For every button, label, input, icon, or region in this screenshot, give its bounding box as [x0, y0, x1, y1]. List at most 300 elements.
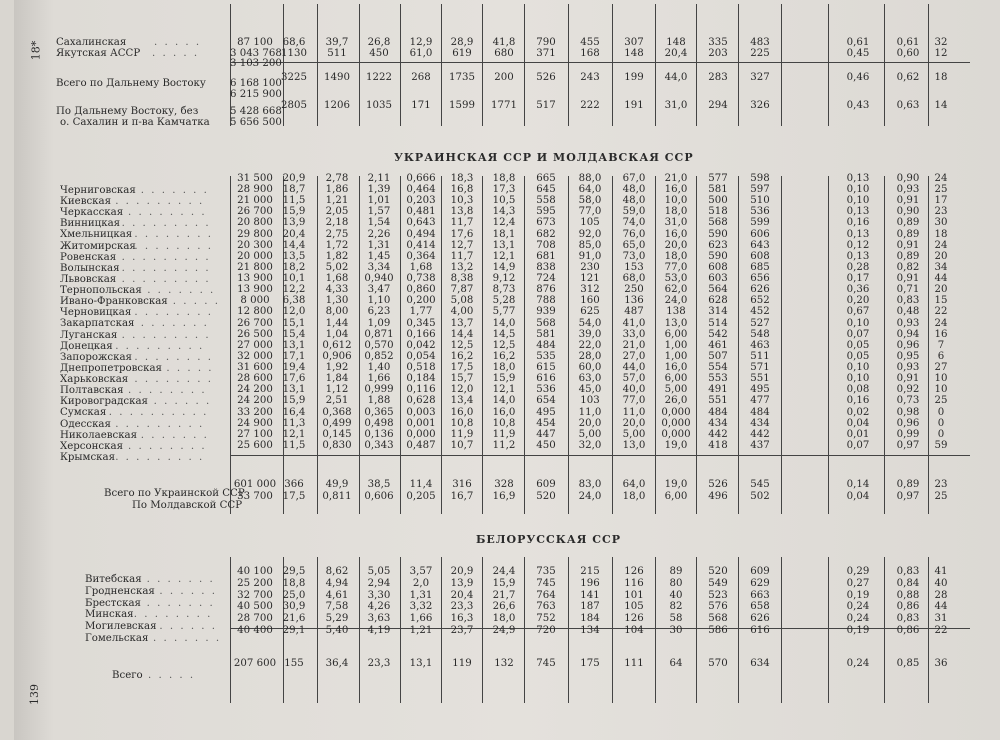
table-cell: 1,09 — [367, 317, 391, 329]
table-cell: 3,47 — [367, 284, 391, 296]
table-cell: 4,19 — [367, 625, 391, 636]
table-cell: 26 500 — [237, 328, 273, 340]
table-cell: 268 — [411, 72, 431, 83]
table-cell: 0,205 — [406, 491, 436, 502]
table-cell: 49,9 — [325, 479, 349, 490]
table-cell: 0,90 — [896, 173, 920, 184]
table-cell: 1,82 — [325, 250, 349, 262]
table-cell: 33,0 — [622, 328, 646, 340]
table-cell: 0,91 — [896, 273, 920, 285]
table-cell: 23,3 — [450, 601, 474, 613]
table-cell: 33 200 — [237, 406, 273, 418]
table-cell: 18,8 — [492, 173, 516, 184]
table-cell: 629 — [750, 577, 770, 589]
table-cell: 0,345 — [406, 317, 436, 329]
table-cell: 1,54 — [367, 217, 391, 229]
table-cell: 745 — [536, 577, 556, 589]
table-cell: 14,0 — [492, 317, 516, 329]
table-cell: 6,23 — [367, 306, 391, 318]
table-cell: 12,1 — [492, 250, 516, 262]
table-cell: 19,0 — [664, 479, 688, 490]
table-cell: 27 — [934, 362, 948, 374]
table-cell: 2,0 — [412, 577, 430, 589]
table-cell: 0,89 — [896, 228, 920, 240]
table-cell: 28 700 — [237, 613, 273, 625]
table-cell: 0,042 — [406, 339, 436, 351]
table-cell: 77,0 — [664, 261, 688, 273]
table-cell: 16,4 — [282, 406, 306, 418]
table-cell: 67,0 — [622, 173, 646, 184]
region-label: Полтавская — [60, 385, 124, 397]
table-cell: 48,0 — [622, 195, 646, 207]
table-cell: 12,7 — [450, 239, 474, 251]
table-cell: 13,1 — [282, 339, 306, 351]
table-cell: 40 400 — [237, 625, 273, 636]
table-cell: 104 — [624, 625, 644, 636]
table-cell: 222 — [580, 100, 600, 111]
table-cell: 0,93 — [896, 317, 920, 329]
table-cell: 25 — [934, 491, 948, 502]
table-cell: 520 — [536, 491, 556, 502]
table-cell: 328 — [494, 479, 514, 490]
table-cell: 11,3 — [282, 417, 306, 429]
table-cell: 626 — [750, 284, 770, 296]
table-cell: 551 — [708, 395, 728, 407]
table-cell: 5 656 500 — [230, 117, 282, 128]
table-cell: 663 — [750, 589, 770, 601]
table-cell: 16,2 — [450, 350, 474, 362]
leader-dots: . . . . . . . — [147, 285, 216, 297]
table-cell: 788 — [536, 295, 556, 307]
leader-dots: . . . . . . . . . — [115, 451, 205, 463]
table-cell: 520 — [708, 566, 728, 577]
table-cell: 0,414 — [406, 239, 436, 251]
table-cell: 6,38 — [282, 295, 306, 307]
table-cell: 17,3 — [492, 184, 516, 196]
leader-dots: . . . . . . — [159, 585, 218, 597]
leader-dots: . . . . . . . . . — [121, 262, 211, 274]
table-cell: 0,13 — [846, 206, 870, 218]
region-label: Одесская — [60, 418, 111, 430]
table-cell: 17,6 — [450, 228, 474, 240]
table-cell: 0,612 — [322, 339, 352, 351]
table-cell: 24 900 — [237, 417, 273, 429]
table-cell: 616 — [750, 625, 770, 636]
table-cell: 11,2 — [492, 439, 516, 451]
table-cell: 2,11 — [367, 173, 391, 184]
table-cell: 14,4 — [450, 328, 474, 340]
table-cell: 0,28 — [846, 261, 870, 273]
table-cell: 138 — [666, 306, 686, 318]
table-cell: 312 — [580, 284, 600, 296]
table-cell: 184 — [580, 613, 600, 625]
table-cell: 10,7 — [450, 439, 474, 451]
table-cell: 25 200 — [237, 577, 273, 589]
table-cell: 9,12 — [492, 273, 516, 285]
table-cell: 0 — [937, 406, 945, 418]
table-cell: 16,3 — [450, 613, 474, 625]
table-cell: 13,9 — [282, 217, 306, 229]
table-cell: 463 — [750, 339, 770, 351]
table-cell: 0,27 — [846, 577, 870, 589]
table-cell: 58 — [669, 613, 683, 625]
table-cell: 20,9 — [282, 173, 306, 184]
table-cell: 12,9 — [409, 37, 433, 48]
table-cell: 91,0 — [578, 250, 602, 262]
table-cell: 5,00 — [664, 384, 688, 396]
table-cell: 134 — [580, 625, 600, 636]
table-cell: 0,136 — [364, 428, 394, 440]
table-cell: 80 — [669, 577, 683, 589]
table-cell: 0,98 — [896, 406, 920, 418]
table-cell: 518 — [708, 206, 728, 218]
table-cell: 18,7 — [282, 184, 306, 196]
table-cell: 1,00 — [664, 339, 688, 351]
region-label: Брестская — [85, 597, 141, 609]
table-cell: 5,29 — [325, 613, 349, 625]
region-label: Волынская — [60, 262, 120, 274]
table-cell: 148 — [624, 47, 644, 59]
table-cell: 4,61 — [325, 589, 349, 601]
table-cell: 27 000 — [237, 339, 273, 351]
table-cell: 15,9 — [492, 373, 516, 385]
table-cell: 11,9 — [492, 428, 516, 440]
region-label: Харьковская — [60, 374, 129, 386]
table-cell: 371 — [536, 47, 556, 59]
table-cell: 23,7 — [450, 625, 474, 636]
table-cell: 1,31 — [367, 239, 391, 251]
table-cell: 0,89 — [896, 250, 920, 262]
table-cell: 105 — [624, 601, 644, 613]
table-cell: 6,00 — [664, 491, 688, 502]
table-cell: 0,643 — [406, 217, 436, 229]
table-cell: 5,02 — [325, 261, 349, 273]
column-rule — [828, 557, 829, 703]
table-cell: 15,1 — [282, 317, 306, 329]
leader-dots: . . . . . . . — [146, 574, 215, 585]
table-cell: 0,93 — [896, 184, 920, 196]
table-cell: 27,0 — [622, 350, 646, 362]
region-label: Крымская — [60, 451, 116, 463]
table-cell: 58,0 — [578, 195, 602, 207]
table-cell: 442 — [708, 428, 728, 440]
table-cell: 30 — [669, 625, 683, 636]
table-cell: 0,94 — [896, 328, 920, 340]
total-label: Всего — [112, 670, 143, 681]
table-cell: 59 — [934, 439, 948, 451]
table-cell: 0,871 — [364, 328, 394, 340]
table-cell: 5 428 668 — [230, 106, 282, 117]
table-cell: 64,0 — [622, 479, 646, 490]
table-cell: 0,73 — [896, 395, 920, 407]
table-cell: 32,0 — [578, 439, 602, 451]
table-cell: 452 — [750, 306, 770, 318]
table-cell: 564 — [708, 284, 728, 296]
table-cell: 1,57 — [367, 206, 391, 218]
table-cell: 7,58 — [325, 601, 349, 613]
table-cell: 1035 — [366, 100, 392, 111]
table-cell: 65,0 — [622, 239, 646, 251]
table-cell: 495 — [536, 406, 556, 418]
table-cell: 0,12 — [846, 239, 870, 251]
table-cell: 31 500 — [237, 173, 273, 184]
table-cell: 101 — [624, 589, 644, 601]
table-cell: 1,00 — [664, 350, 688, 362]
table-cell: 570 — [708, 658, 728, 669]
table-cell: 4,00 — [450, 306, 474, 318]
region-label: Винницкая — [60, 218, 121, 230]
table-cell: 511 — [750, 350, 770, 362]
table-cell: 609 — [750, 566, 770, 577]
total-label: о. Сахалин и п-ва Камчатка — [60, 117, 210, 128]
table-cell: 13,8 — [450, 206, 474, 218]
table-cell: 40 100 — [237, 566, 273, 577]
table-cell: 17,5 — [282, 491, 306, 502]
table-cell: 0,000 — [661, 417, 691, 429]
table-cell: 3,32 — [409, 601, 433, 613]
table-cell: 0,145 — [322, 428, 352, 440]
table-cell: 26 700 — [237, 317, 273, 329]
table-cell: 548 — [750, 328, 770, 340]
table-cell: 0,01 — [846, 428, 870, 440]
region-label: Гомельская — [85, 633, 149, 644]
leader-dots: . . . . . . — [159, 621, 218, 633]
table-cell: 200 — [494, 72, 514, 83]
table-cell: 20,0 — [622, 417, 646, 429]
table-cell: 724 — [536, 273, 556, 285]
table-cell: 720 — [536, 625, 556, 636]
table-cell: 625 — [580, 306, 600, 318]
table-cell: 28 900 — [237, 184, 273, 196]
table-cell: 68,0 — [622, 273, 646, 285]
table-cell: 14 — [934, 100, 948, 111]
table-cell: 3,57 — [409, 566, 433, 577]
table-cell: 0,96 — [896, 417, 920, 429]
table-cell: 0 — [937, 428, 945, 440]
table-cell: 0,464 — [406, 184, 436, 196]
table-cell: 16,7 — [450, 491, 474, 502]
table-cell: 487 — [624, 306, 644, 318]
table-cell: 586 — [708, 625, 728, 636]
table-cell: 39,0 — [578, 328, 602, 340]
total-label: Всего по Украинской ССР — [104, 488, 245, 499]
table-cell: 484 — [536, 339, 556, 351]
table-cell: 681 — [536, 250, 556, 262]
table-cell: 876 — [536, 284, 556, 296]
table-cell: 14,5 — [492, 328, 516, 340]
left-page-marker: 18* — [29, 40, 43, 61]
table-cell: 595 — [536, 206, 556, 218]
table-cell: 1,84 — [325, 373, 349, 385]
table-cell: 44,0 — [622, 362, 646, 374]
table-cell: 36,4 — [325, 658, 349, 669]
table-cell: 2805 — [281, 100, 307, 111]
leader-dots: . . . . . . . . . — [121, 273, 211, 285]
table-cell: 22 — [934, 306, 948, 318]
table-cell: 1,01 — [367, 195, 391, 207]
table-cell: 0,906 — [322, 350, 352, 362]
table-cell: 0,83 — [896, 295, 920, 307]
table-cell: 1206 — [324, 100, 350, 111]
region-label: Черновицкая — [60, 307, 132, 319]
table-cell: 0,116 — [406, 384, 436, 396]
region-label: Гродненская — [85, 585, 155, 597]
table-cell: 15,9 — [282, 206, 306, 218]
table-cell: 1,40 — [367, 362, 391, 374]
table-cell: 5,28 — [492, 295, 516, 307]
table-cell: 18,0 — [622, 491, 646, 502]
table-cell: 680 — [494, 47, 514, 59]
leader-dots: . . . . . — [152, 47, 200, 59]
table-cell: 1,92 — [325, 362, 349, 374]
table-cell: 590 — [708, 228, 728, 240]
table-cell: 22,0 — [578, 339, 602, 351]
table-cell: 1,66 — [367, 373, 391, 385]
table-cell: 523 — [708, 589, 728, 601]
table-cell: 13,4 — [450, 395, 474, 407]
table-cell: 0,46 — [846, 72, 870, 83]
table-cell: 24 — [934, 317, 948, 329]
table-cell: 24 200 — [237, 384, 273, 396]
table-cell: 230 — [580, 261, 600, 273]
table-cell: 628 — [708, 295, 728, 307]
table-cell: 5,77 — [492, 306, 516, 318]
table-cell: 316 — [452, 479, 472, 490]
leader-dots: . . . . . . . . — [134, 374, 213, 386]
table-cell: 74,0 — [622, 217, 646, 229]
table-cell: 18 — [934, 228, 948, 240]
table-cell: 294 — [708, 100, 728, 111]
leader-dots: . . . . . . . . — [128, 440, 207, 452]
table-cell: 0,82 — [896, 261, 920, 273]
table-cell: 40 — [669, 589, 683, 601]
table-cell: 510 — [750, 195, 770, 207]
region-label: Херсонская — [60, 440, 124, 452]
table-cell: 0,89 — [896, 479, 920, 490]
leader-dots: . . . . . . . . — [128, 385, 207, 397]
table-cell: 16,9 — [492, 491, 516, 502]
table-cell: 28 600 — [237, 373, 273, 385]
table-cell: 0,04 — [846, 417, 870, 429]
table-cell: 21 000 — [237, 195, 273, 207]
table-cell: 187 — [580, 601, 600, 613]
table-cell: 0,24 — [846, 658, 870, 669]
table-cell: 38,5 — [367, 479, 391, 490]
table-cell: 83,0 — [578, 479, 602, 490]
table-cell: 15,9 — [492, 577, 516, 589]
table-cell: 0,13 — [846, 250, 870, 262]
table-cell: 1,66 — [409, 613, 433, 625]
table-cell: 418 — [708, 439, 728, 451]
table-cell: 0 — [937, 417, 945, 429]
table-cell: 13 900 — [237, 273, 273, 285]
table-cell: 576 — [708, 601, 728, 613]
table-cell: 28,9 — [450, 37, 474, 48]
table-cell: 0,92 — [896, 384, 920, 396]
table-cell: 168 — [580, 47, 600, 59]
leader-dots: . . . . . . . — [140, 185, 209, 196]
table-cell: 31,0 — [664, 217, 688, 229]
table-cell: 12,0 — [450, 384, 474, 396]
table-cell: 23 — [934, 206, 948, 218]
table-cell: 735 — [536, 566, 556, 577]
table-cell: 18,3 — [450, 173, 474, 184]
table-cell: 105 — [580, 217, 600, 229]
table-cell: 175 — [580, 658, 600, 669]
table-cell: 0,10 — [846, 362, 870, 374]
table-cell: 551 — [750, 373, 770, 385]
table-cell: 685 — [750, 261, 770, 273]
table-cell: 18,0 — [664, 250, 688, 262]
table-cell: 606 — [750, 228, 770, 240]
table-cell: 89 — [669, 566, 683, 577]
table-cell: 17,6 — [282, 373, 306, 385]
leader-dots: . . . . . . . . . . — [108, 407, 209, 419]
table-cell: 119 — [452, 658, 472, 669]
table-cell: 76,0 — [622, 228, 646, 240]
table-cell: 59,0 — [622, 206, 646, 218]
table-cell: 2,18 — [325, 217, 349, 229]
table-cell: 29 800 — [237, 228, 273, 240]
table-cell: 25,0 — [282, 589, 306, 601]
table-cell: 8,62 — [325, 566, 349, 577]
table-cell: 0,518 — [406, 362, 436, 374]
region-label: Запорожская — [60, 351, 132, 363]
region-label: Витебская — [85, 574, 142, 585]
table-cell: 15,9 — [282, 395, 306, 407]
table-cell: 0,852 — [364, 350, 394, 362]
table-cell: 4,94 — [325, 577, 349, 589]
table-cell: 1,04 — [325, 328, 349, 340]
table-cell: 526 — [536, 72, 556, 83]
table-cell: 18,0 — [492, 362, 516, 374]
table-cell: 608 — [750, 250, 770, 262]
region-label: Сахалинская — [56, 37, 127, 48]
table-cell: 603 — [708, 273, 728, 285]
table-cell: 25 — [934, 395, 948, 407]
leader-dots: . . . . . . . . — [134, 240, 213, 252]
table-cell: 199 — [624, 72, 644, 83]
table-cell: 511 — [327, 47, 347, 59]
table-cell: 0,365 — [364, 406, 394, 418]
table-cell: 0,91 — [896, 239, 920, 251]
table-cell: 643 — [750, 239, 770, 251]
table-cell: 17 — [934, 195, 948, 207]
table-cell: 148 — [666, 37, 686, 48]
table-cell: 132 — [494, 658, 514, 669]
table-cell: 0,738 — [406, 273, 436, 285]
table-cell: 545 — [750, 479, 770, 490]
table-cell: 13,5 — [282, 250, 306, 262]
leader-dots: . . . . . . . — [153, 633, 222, 644]
table-cell: 3,34 — [367, 261, 391, 273]
table-cell: 0,10 — [846, 373, 870, 385]
table-cell: 16,8 — [450, 184, 474, 196]
region-label: Якутская АССР — [56, 47, 141, 59]
table-cell: 28,0 — [578, 350, 602, 362]
table-cell: 77,0 — [578, 206, 602, 218]
table-cell: 6 168 100 — [230, 78, 282, 89]
table-cell: 18,0 — [664, 206, 688, 218]
leader-dots: . . . . . . . . . — [121, 218, 211, 230]
table-cell: 763 — [536, 601, 556, 613]
table-cell: 454 — [536, 417, 556, 429]
table-cell: 88,0 — [578, 173, 602, 184]
table-cell: 0,85 — [896, 658, 920, 669]
table-cell: 0,14 — [846, 479, 870, 490]
table-cell: 484 — [750, 406, 770, 418]
table-cell: 12,4 — [492, 217, 516, 229]
